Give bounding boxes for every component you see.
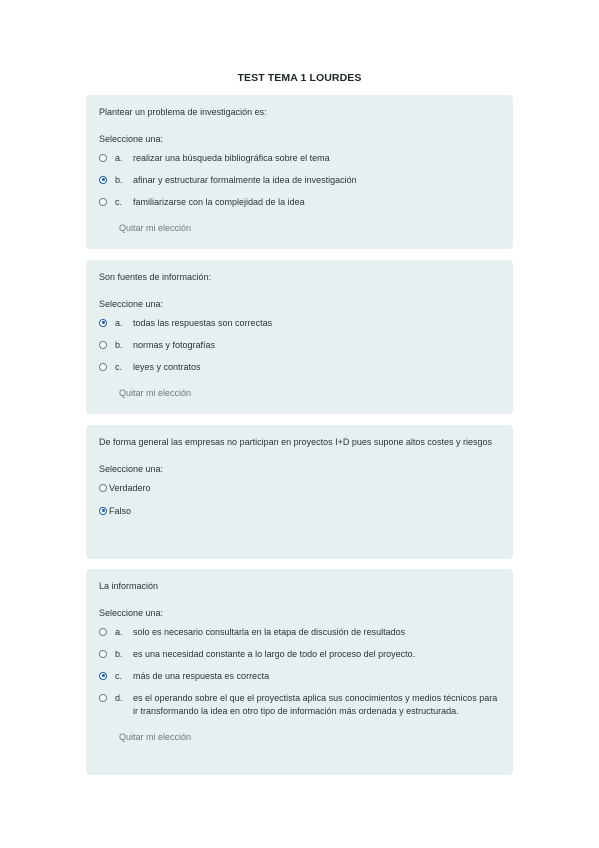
option-letter: b. [115,648,123,659]
option-c[interactable] [99,196,500,209]
question-text: De forma general las empresas no participan en proyectos I+D pues supone altos costes y riesgos [99,437,492,447]
option-d[interactable] [99,692,500,718]
radio-icon[interactable] [99,507,107,515]
option-c[interactable] [99,670,500,683]
option-letter: d. [115,692,123,703]
question-text: Plantear un problema de investigación es: [99,107,267,117]
option-letter: b. [115,174,123,185]
select-one-label: Seleccione una: [99,463,164,474]
radio-icon[interactable] [99,319,107,327]
select-one-label: Seleccione una: [99,607,164,618]
option-text: familiarizarse con la complejidad de la idea [133,196,305,207]
option-letter: a. [115,317,123,328]
radio-icon[interactable] [99,341,107,349]
option-b[interactable] [99,339,500,352]
clear-choice-link[interactable]: Quitar mi elección [119,387,192,398]
option-text: leyes y contratos [133,361,201,372]
option-text: Verdadero [109,482,151,493]
page-title: TEST TEMA 1 LOURDES [237,72,362,84]
radio-icon[interactable] [99,650,107,658]
option-text: es el operando sobre el que el proyectista aplica sus conocimientos y medios técnicos para ir transformando la idea en otro tipo de información más ordenada y estructurada. [133,692,498,716]
radio-icon[interactable] [99,694,107,702]
option-letter: b. [115,339,123,350]
option-text: Falso [109,505,132,516]
option-text: es una necesidad constante a lo largo de todo el proceso del proyecto. [133,648,416,659]
option-b[interactable] [99,174,500,187]
option-text: realizar una búsqueda bibliográfica sobre el tema [133,152,330,163]
option-b[interactable] [99,648,500,661]
radio-icon[interactable] [99,484,107,492]
question-text: La información [99,581,159,591]
option-text: más de una respuesta es correcta [133,670,270,681]
radio-icon[interactable] [99,628,107,636]
option-text: todas las respuestas son correctas [133,317,273,328]
clear-choice-link[interactable]: Quitar mi elección [119,222,192,233]
clear-choice-link[interactable]: Quitar mi elección [119,731,192,742]
radio-icon[interactable] [99,363,107,371]
option-text: solo es necesario consultarla en la etapa de discusión de resultados [133,626,406,637]
option-a[interactable] [99,317,500,330]
option-true[interactable] [99,482,500,495]
radio-icon[interactable] [99,154,107,162]
question-card-1 [86,95,513,249]
radio-icon[interactable] [99,176,107,184]
question-card-3 [86,425,513,559]
option-false[interactable] [99,505,500,518]
question-text: Son fuentes de información: [99,272,212,282]
option-c[interactable] [99,361,500,374]
option-text: afinar y estructurar formalmente la idea de investigación [133,174,357,185]
question-card-2 [86,260,513,414]
option-letter: c. [115,361,123,372]
option-letter: c. [115,196,123,207]
radio-icon[interactable] [99,198,107,206]
option-letter: a. [115,626,123,637]
radio-icon[interactable] [99,672,107,680]
option-text: normas y fotografías [133,339,216,350]
option-letter: c. [115,670,123,681]
select-one-label: Seleccione una: [99,298,164,309]
question-card-4 [86,569,513,775]
option-a[interactable] [99,152,500,165]
select-one-label: Seleccione una: [99,133,164,144]
option-letter: a. [115,152,123,163]
option-a[interactable] [99,626,500,639]
